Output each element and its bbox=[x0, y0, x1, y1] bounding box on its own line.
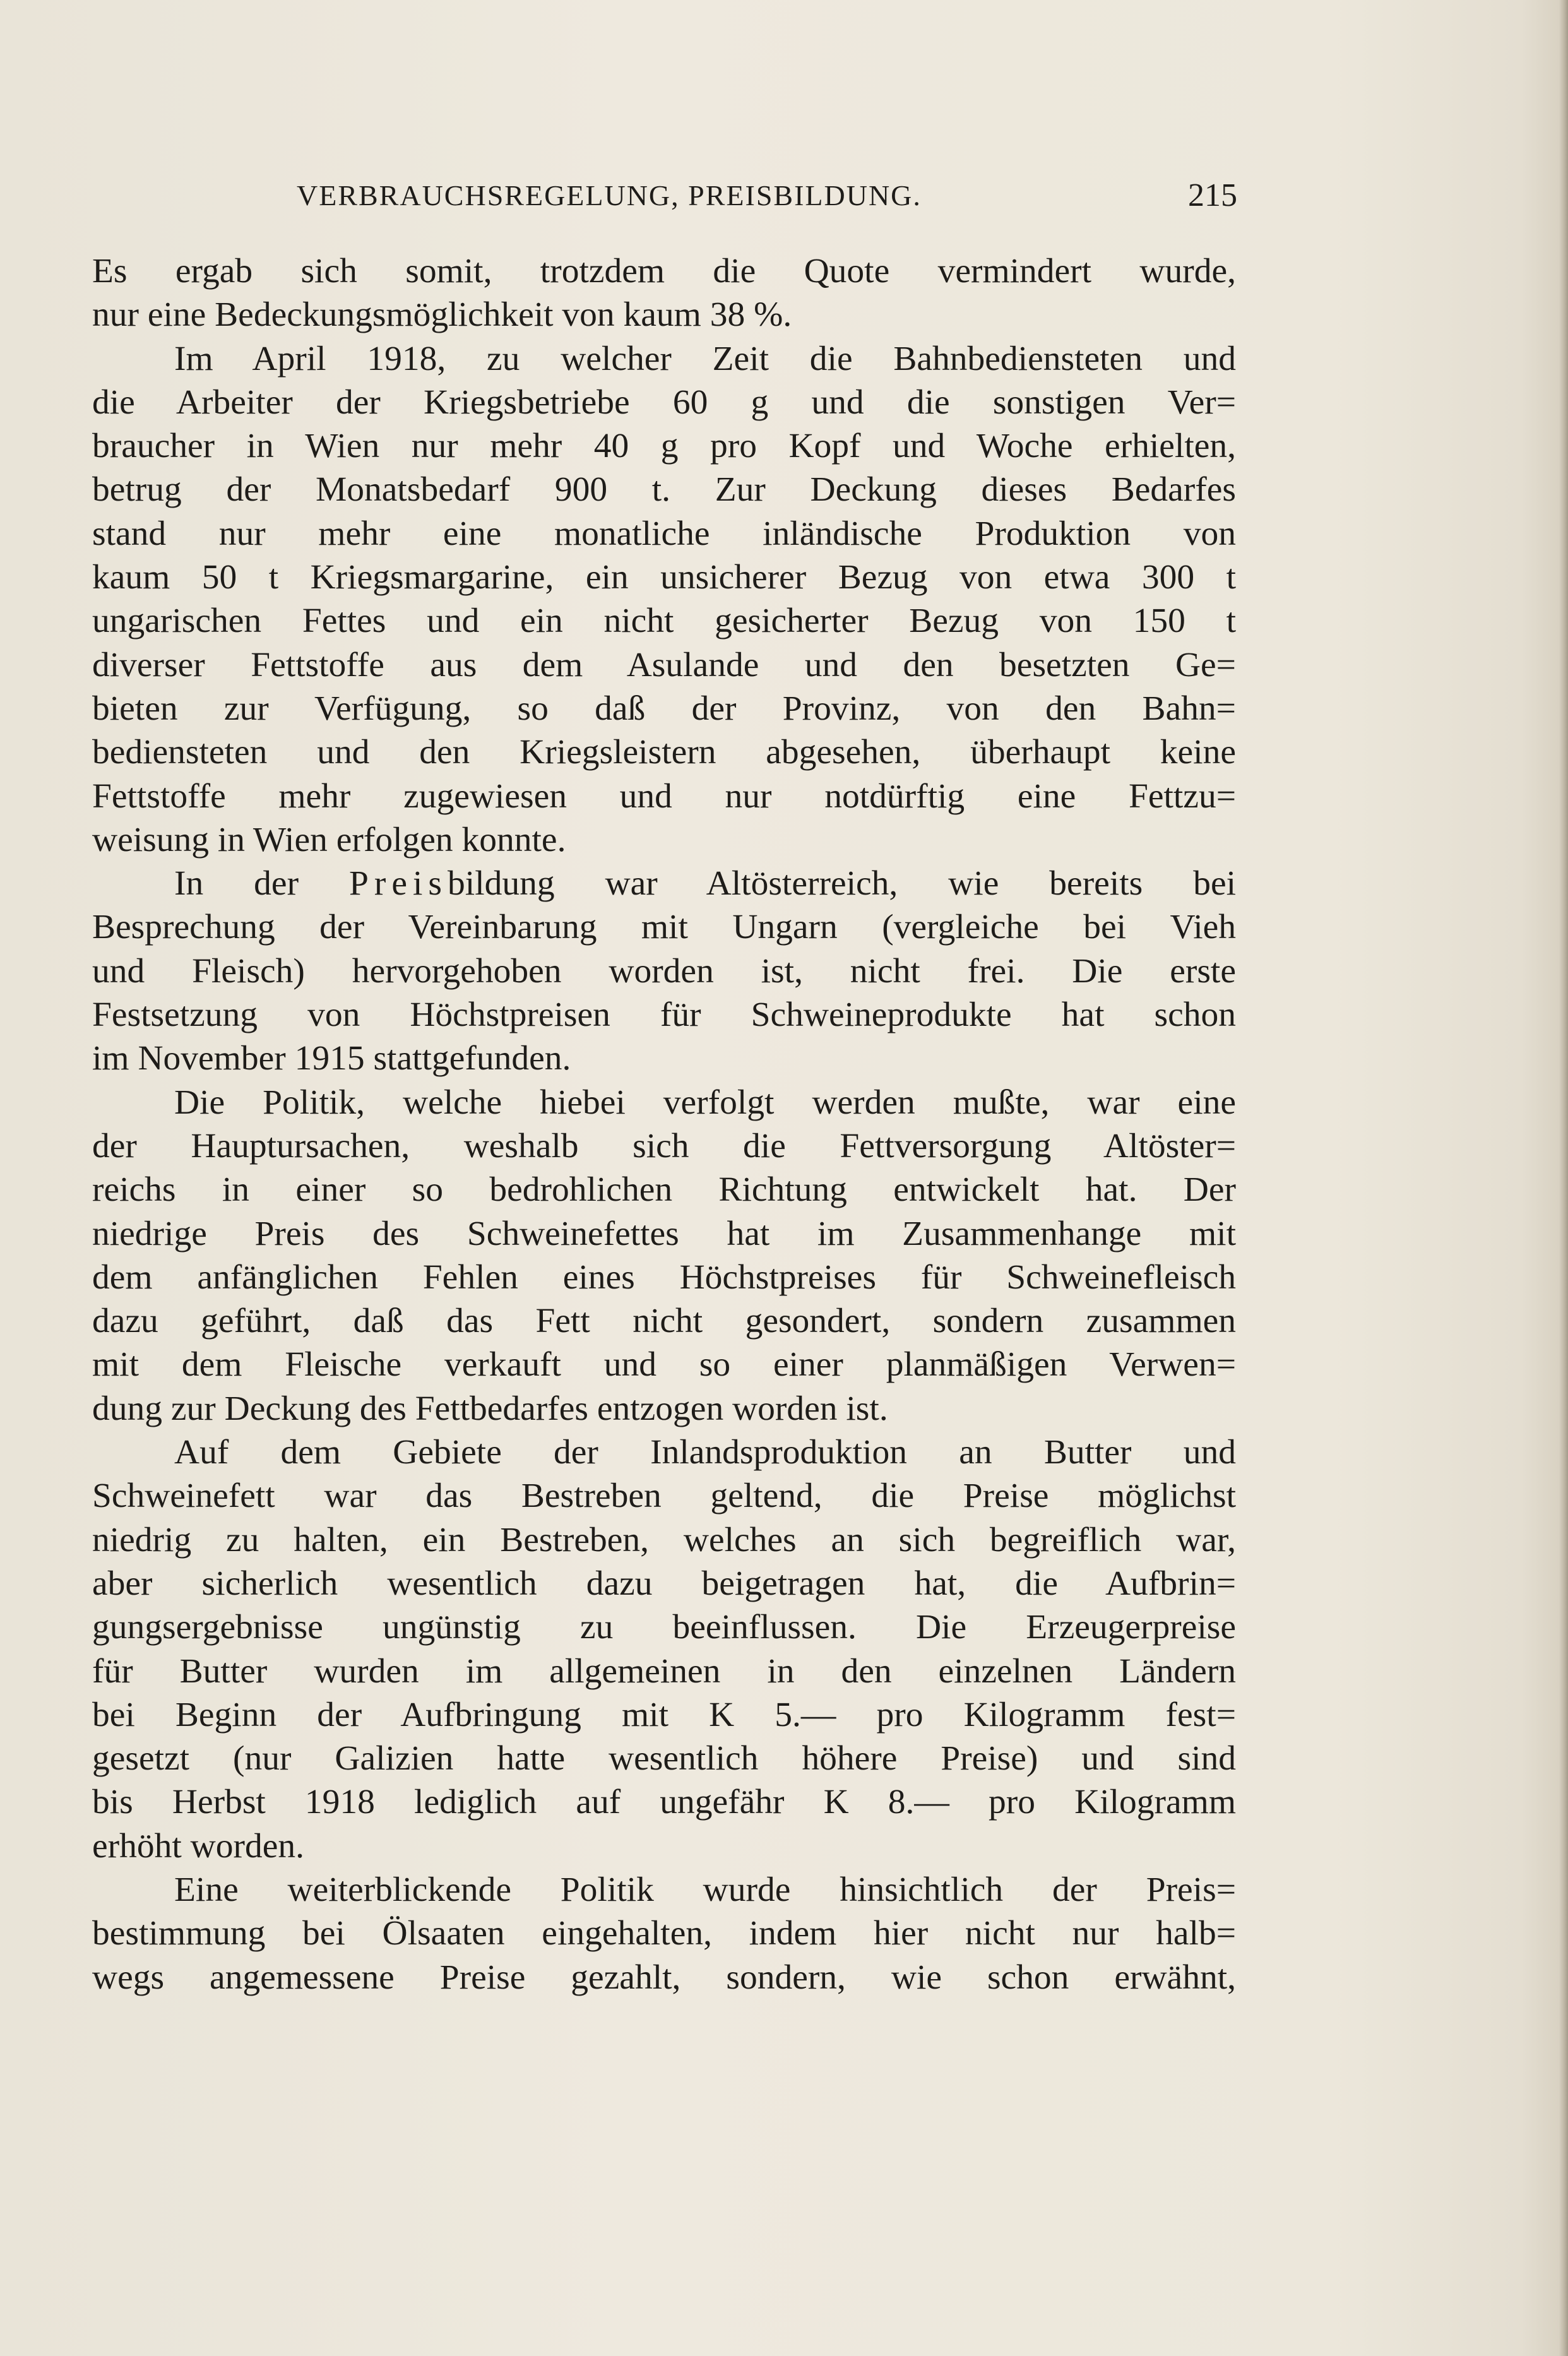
text-line: die Arbeiter der Kriegsbetriebe 60 g und die sonstigen Ver= bbox=[92, 383, 1236, 422]
text-line bbox=[92, 862, 1236, 905]
text-line: für Butter wurden im allgemeinen in den einzelnen Ländern bbox=[92, 1651, 1236, 1691]
text-line: Festsetzung von Höchstpreisen für Schweineprodukte hat schon bbox=[92, 996, 1236, 1035]
text-line: bei Beginn der Aufbringung mit K 5.— pro Kilogramm fest= bbox=[92, 1695, 1236, 1734]
text-line: bis Herbst 1918 lediglich auf ungefähr K 8.— pro Kilogramm bbox=[92, 1783, 1236, 1822]
text-line: diverser Fettstoffe aus dem Asulande und den besetzten Ge= bbox=[92, 645, 1236, 684]
text-line: betrug der Monatsbedarf 900 t. Zur Deckung dieses Bedarfes bbox=[92, 470, 1236, 509]
text-line: kaum 50 t Kriegsmargarine, ein unsicherer Bezug von etwa 300 t bbox=[92, 558, 1236, 597]
text-line: Schweinefett war das Bestreben geltend, die Preise möglichst bbox=[92, 1477, 1236, 1516]
text-line: Fettstoffe mehr zugewiesen und nur notdürftig eine Fettzu= bbox=[92, 776, 1236, 816]
body-text bbox=[92, 249, 1236, 1999]
text-line: im November 1915 stattgefunden. bbox=[92, 1039, 571, 1078]
text-line: dem anfänglichen Fehlen eines Höchstpreises für Schweinefleisch bbox=[92, 1258, 1236, 1297]
text-line: gungsergebnisse ungünstig zu beeinflussen. Die Erzeugerpreise bbox=[92, 1608, 1236, 1647]
text-line: ungarischen Fettes und ein nicht gesicherter Bezug von 150 t bbox=[92, 602, 1236, 641]
text-line: der Hauptursachen, weshalb sich die Fettversorgung Altöster= bbox=[92, 1126, 1236, 1165]
text-line: wegs angemessene Preise gezahlt, sondern, wie schon erwähnt, bbox=[92, 1958, 1236, 1997]
text-line: Die Politik, welche hiebei verfolgt werden mußte, war eine bbox=[174, 1083, 1236, 1122]
text-line: nur eine Bedeckungsmöglichkeit von kaum 38 %. bbox=[92, 295, 792, 335]
text-line: gesetzt (nur Galizien hatte wesentlich höhere Preise) und sind bbox=[92, 1739, 1236, 1778]
text-line: dung zur Deckung des Fettbedarfes entzogen worden ist. bbox=[92, 1389, 888, 1428]
text-line: niedrig zu halten, ein Bestreben, welches an sich begreiflich war, bbox=[92, 1520, 1236, 1559]
text-line: erhöht worden. bbox=[92, 1826, 304, 1865]
text-fragment: In der bbox=[174, 864, 299, 903]
text-line: bestimmung bei Ölsaaten eingehalten, indem hier nicht nur halb= bbox=[92, 1914, 1236, 1953]
text-line: bieten zur Verfügung, so daß der Provinz, von den Bahn= bbox=[92, 689, 1236, 728]
text-line: braucher in Wien nur mehr 40 g pro Kopf und Woche erhielten, bbox=[92, 427, 1236, 466]
text-line: bediensteten und den Kriegsleistern abgesehen, überhaupt keine bbox=[92, 733, 1236, 772]
running-title: VERBRAUCHSREGELUNG, PREISBILDUNG. bbox=[297, 179, 922, 211]
text-line: Es ergab sich somit, trotzdem die Quote vermindert wurde, bbox=[92, 252, 1236, 290]
text-line: Besprechung der Vereinbarung mit Ungarn (vergleiche bei Vieh bbox=[92, 908, 1236, 947]
text-line: stand nur mehr eine monatliche inländische Produktion von bbox=[92, 514, 1236, 553]
text-line: weisung in Wien erfolgen konnte. bbox=[92, 820, 566, 859]
text-line: dazu geführt, daß das Fett nicht gesondert, sondern zusammen bbox=[92, 1302, 1236, 1341]
text-line: Auf dem Gebiete der Inlandsproduktion an Butter und bbox=[174, 1433, 1236, 1472]
text-line: Im April 1918, zu welcher Zeit die Bahnbediensteten und bbox=[174, 339, 1236, 378]
running-head bbox=[297, 170, 1237, 221]
text-line: aber sicherlich wesentlich dazu beigetragen hat, die Aufbrin= bbox=[92, 1564, 1236, 1603]
page-number: 215 bbox=[1188, 177, 1237, 213]
text-line: Eine weiterblickende Politik wurde hinsichtlich der Preis= bbox=[174, 1870, 1236, 1909]
text-line: und Fleisch) hervorgehoben worden ist, nicht frei. Die erste bbox=[92, 951, 1236, 991]
page-binding-edge bbox=[1559, 0, 1568, 2356]
emphasized-word: Preis bbox=[349, 864, 448, 903]
text-line: niedrige Preis des Schweinefettes hat im Zusammenhange mit bbox=[92, 1214, 1236, 1253]
text-line: reichs in einer so bedrohlichen Richtung entwickelt hat. Der bbox=[92, 1170, 1236, 1210]
text-fragment: bildung war Altösterreich, wie bereits bei bbox=[448, 864, 1237, 903]
text-line: mit dem Fleische verkauft und so einer planmäßigen Verwen= bbox=[92, 1345, 1236, 1384]
